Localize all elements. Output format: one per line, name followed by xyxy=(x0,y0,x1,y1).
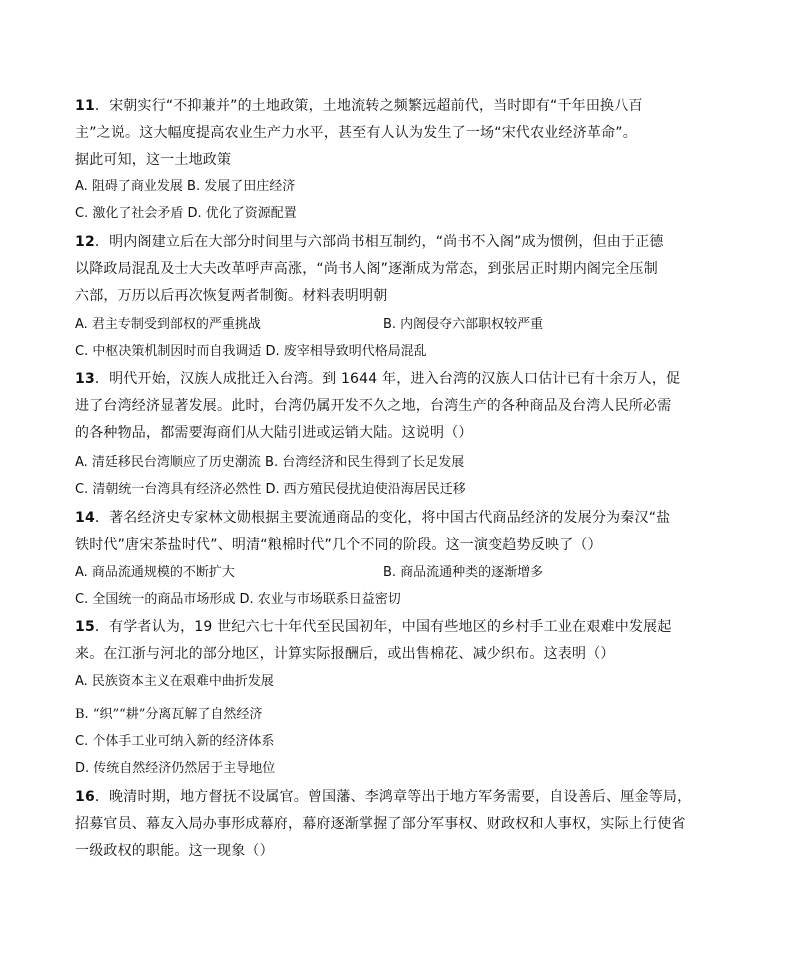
q12-option-a: A. 君主专制受到部权的严重挑战 xyxy=(75,317,261,332)
q15-text-1: ．有学者认为，19 世纪六七十年代至民国初年，中国有些地区的乡村手工业在艰难中发展起 xyxy=(94,619,672,635)
q13-options-cd: C. 清朝统一台湾具有经济必然性 D. 西方殖民侵扰迫使沿海居民迁移 xyxy=(75,482,466,497)
q12-option-b: B. 内阁侵夺六部职权较严重 xyxy=(383,317,544,332)
q16-number: 16 xyxy=(75,789,95,805)
q14-text-1: ．著名经济史专家林文勋根据主要流通商品的变化，将中国古代商品经济的发展分为秦汉“盐 xyxy=(94,510,671,526)
q16-line-2: 招募官员、幕友入局办事形成幕府，幕府逐渐掌握了部分军事权、财政权和人事权，实际上行使省 xyxy=(75,816,686,832)
q15-option-b: B. “织”“耕”分离瓦解了自然经济 xyxy=(75,707,263,722)
q11-number: 11 xyxy=(75,98,95,114)
q13-options-ab: A. 清廷移民台湾顺应了历史潮流 B. 台湾经济和民生得到了长足发展 xyxy=(75,455,465,470)
q16-line-3: 一级政权的职能。这一现象（） xyxy=(75,843,274,859)
q13-line-2: 进了台湾经济显著发展。此时，台湾仍属开发不久之地，台湾生产的各种商品及台湾人民所必需 xyxy=(75,398,672,414)
q11-options-cd: C. 激化了社会矛盾 D. 优化了资源配置 xyxy=(75,206,297,221)
q13-text-1: ．明代开始，汉族人成批迁入台湾。到 1644 年，进入台湾的汉族人口估计已有十余万人，促 xyxy=(94,371,681,387)
q14-option-a: A. 商品流通规模的不断扩大 xyxy=(75,565,235,580)
q11-text-1: ．宋朝实行“不抑兼并”的土地政策，土地流转之频繁远超前代，当时即有“千年田换八百 xyxy=(94,98,643,114)
q12-options-cd: C. 中枢决策机制因时而自我调适 D. 废宰相导致明代格局混乱 xyxy=(75,344,427,359)
q16-line-1 xyxy=(75,788,691,806)
q11-line-1 xyxy=(75,97,643,115)
q14-line-2: 铁时代”唐宋茶盐时代”、明清“粮棉时代”几个不同的阶段。这一演变趋势反映了（） xyxy=(75,537,602,553)
q11-line-3: 据此可知，这一土地政策 xyxy=(75,152,232,168)
q16-text-1: ．晚清时期，地方督抚不设属官。曾国藩、李鸿章等出于地方军务需要，自设善后、厘金等局， xyxy=(94,789,692,805)
q15-option-a: A. 民族资本主义在艰难中曲折发展 xyxy=(75,674,274,689)
q13-line-1 xyxy=(75,370,680,388)
q14-line-1 xyxy=(75,509,670,527)
q15-option-d: D. 传统自然经济仍然居于主导地位 xyxy=(75,761,276,776)
q12-number: 12 xyxy=(75,234,95,250)
q12-text-1: ．明内阁建立后在大部分时间里与六部尚书相互制约，“尚书不入阁”成为惯例，但由于正德 xyxy=(94,234,664,250)
q15-option-c: C. 个体手工业可纳入新的经济体系 xyxy=(75,734,275,749)
q13-number: 13 xyxy=(75,371,95,387)
q15-line-2: 来。在江浙与河北的部分地区，计算实际报酬后，或出售棉花、减少织布。这表明（） xyxy=(75,646,615,662)
q14-option-b: B. 商品流通种类的逐渐增多 xyxy=(383,565,544,580)
q12-line-1 xyxy=(75,233,664,251)
q11-line-2: 主”之说。这大幅度提高农业生产力水平，甚至有人认为发生了一场“宋代农业经济革命”。 xyxy=(75,125,637,141)
q13-line-3: 的各种物品，都需要海商们从大陆引进或运销大陆。这说明（） xyxy=(75,425,473,441)
q12-line-3: 六部，万历以后再次恢复两者制衡。材料表明明朝 xyxy=(75,288,388,304)
q14-options-cd: C. 全国统一的商品市场形成 D. 农业与市场联系日益密切 xyxy=(75,592,401,607)
q15-number: 15 xyxy=(75,619,95,635)
q11-options-ab: A. 阻碍了商业发展 B. 发展了田庄经济 xyxy=(75,179,296,194)
q15-line-1 xyxy=(75,618,672,636)
q12-line-2: 以降政局混乱及士大夫改革呼声高涨，“尚书人阁”逐渐成为常态，到张居正时期内阁完全压制 xyxy=(75,261,658,277)
q14-number: 14 xyxy=(75,510,95,526)
